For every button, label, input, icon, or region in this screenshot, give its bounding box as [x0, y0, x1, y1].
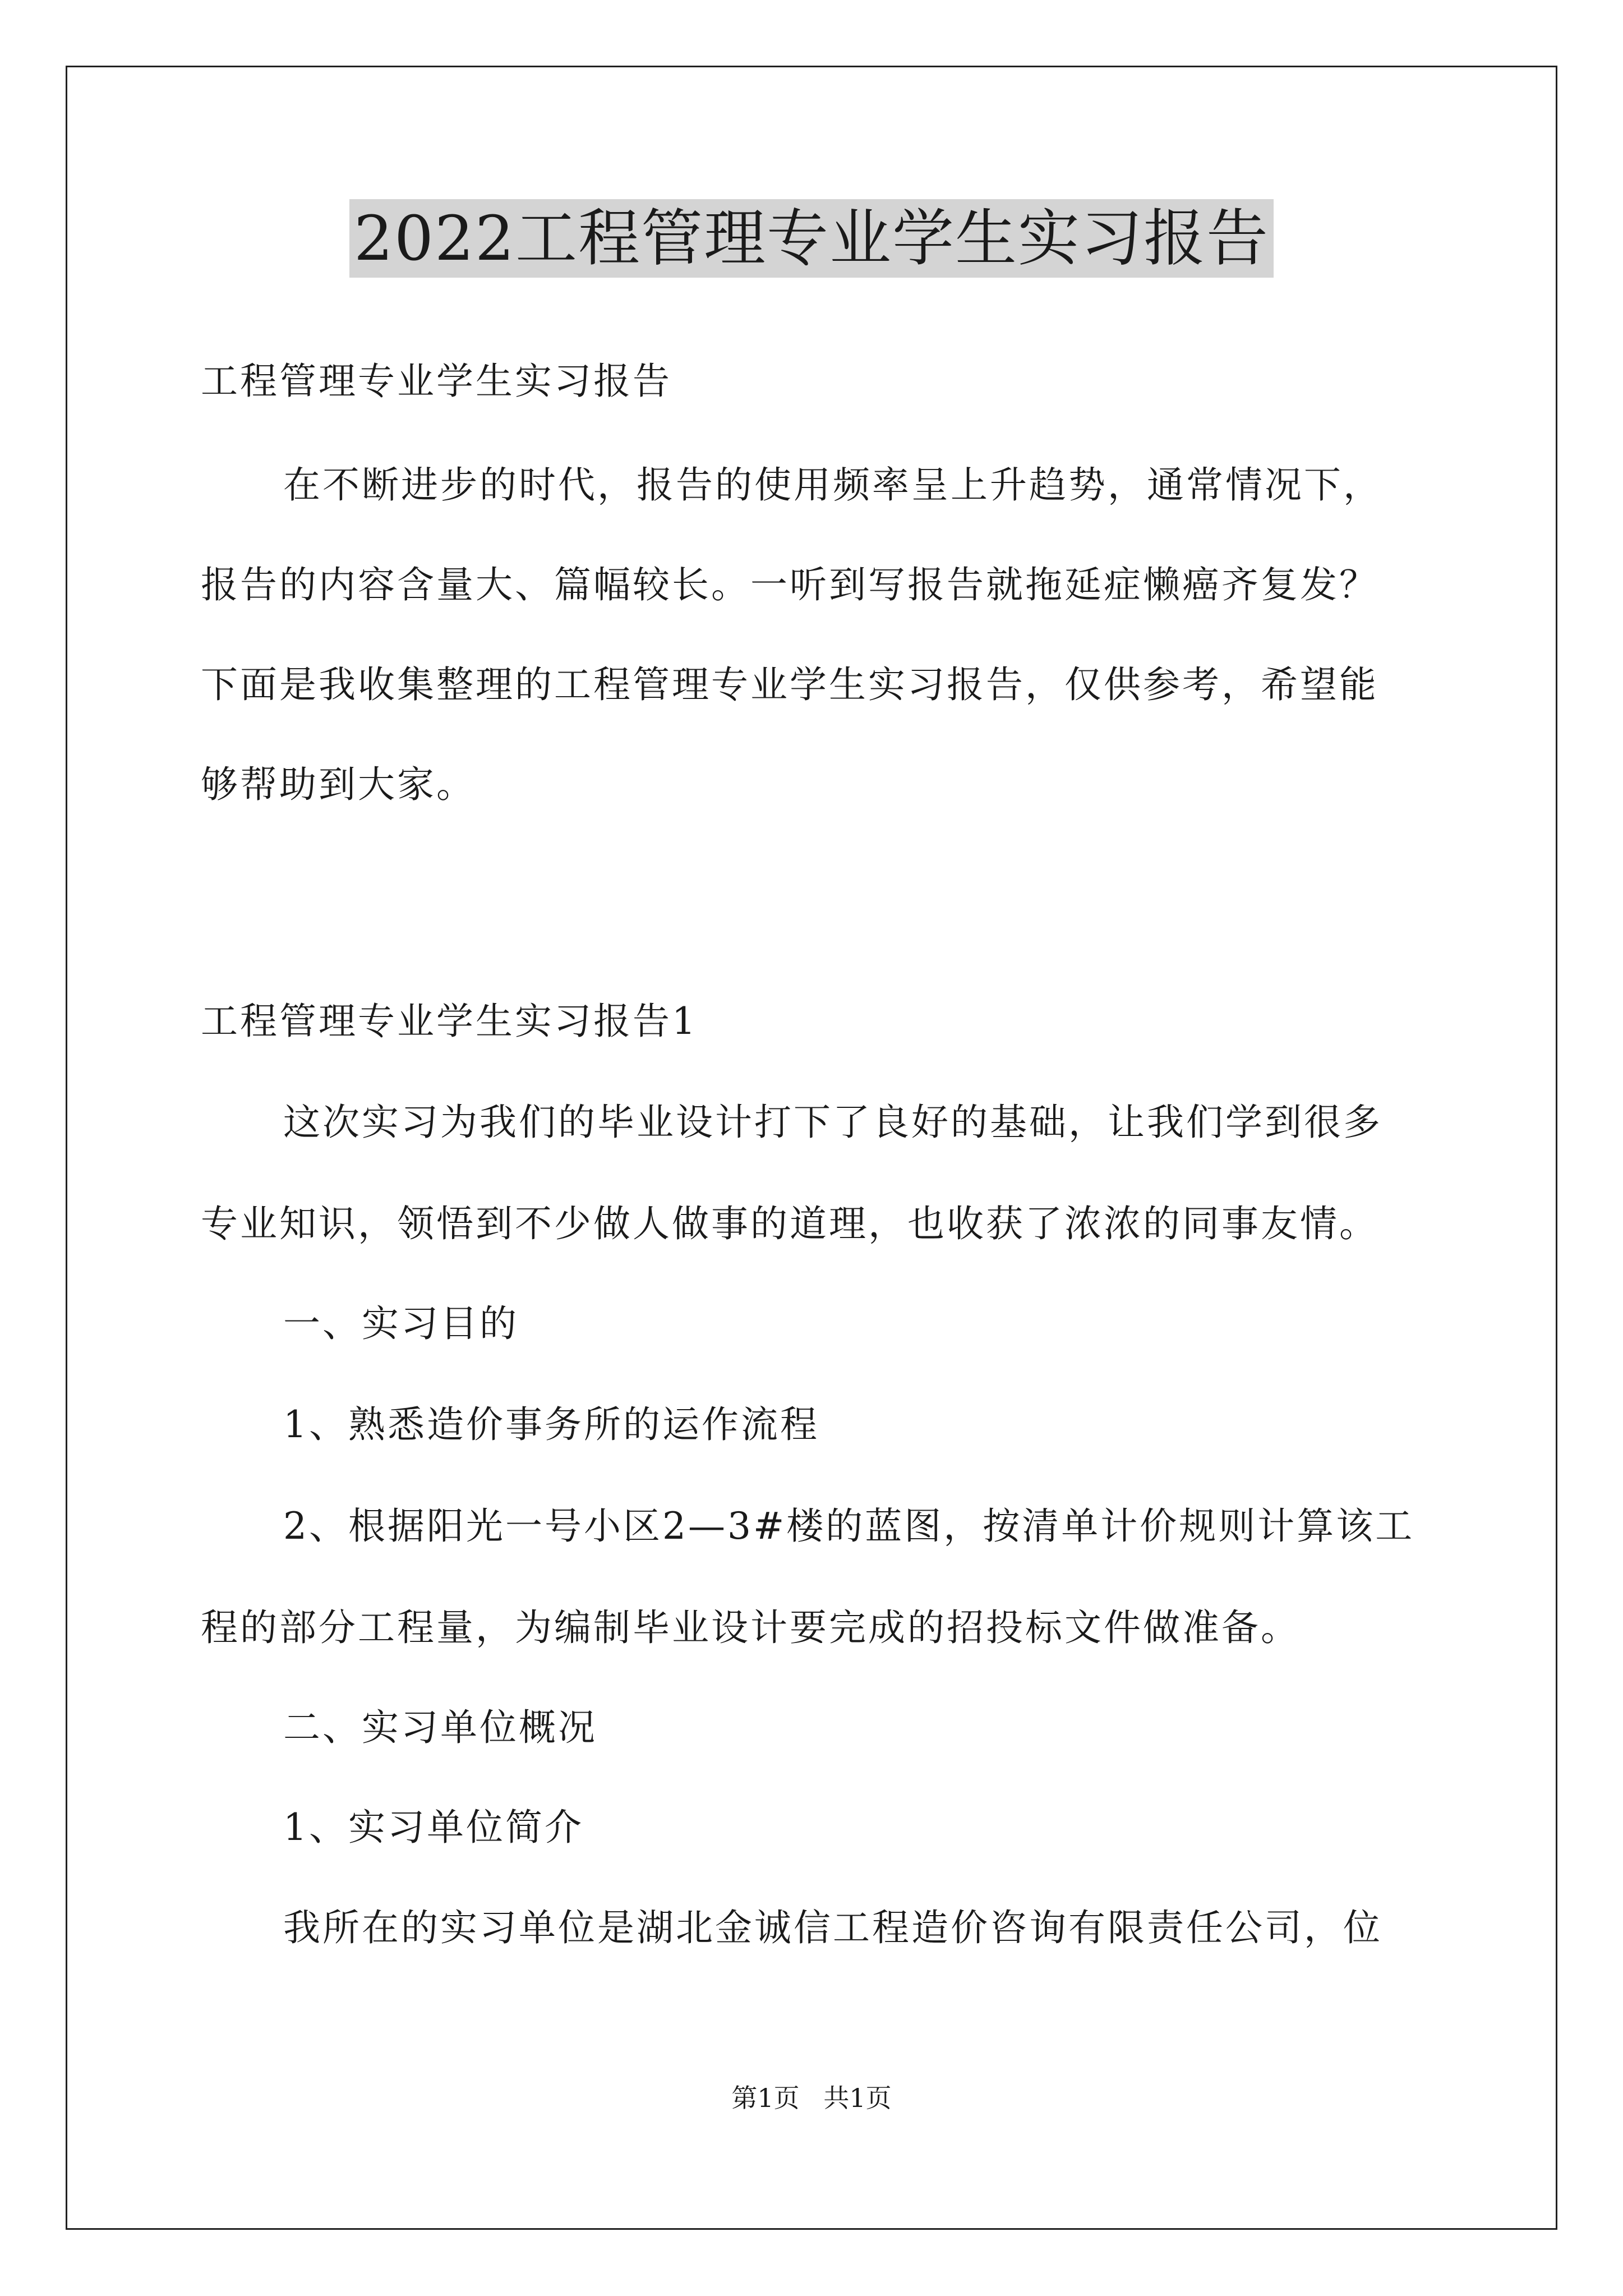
section-heading: 工程管理专业学生实习报告1: [201, 1000, 698, 1043]
list-item: 2、根据阳光一号小区2—3#楼的蓝图，按清单计价规则计算该工: [283, 1504, 1415, 1548]
paragraph-line: 在不断进步的时代，报告的使用频率呈上升趋势，通常情况下，: [283, 463, 1382, 507]
list-heading: 二、实习单位概况: [283, 1706, 597, 1749]
page-total: 共1页: [823, 2083, 892, 2113]
paragraph-line: 这次实习为我们的毕业设计打下了良好的基础，让我们学到很多: [283, 1101, 1382, 1144]
paragraph-line: 我所在的实习单位是湖北金诚信工程造价咨询有限责任公司，位: [283, 1906, 1382, 1949]
page-footer: [0, 2081, 1623, 2115]
paragraph-line: 程的部分工程量，为编制毕业设计要完成的招投标文件做准备。: [201, 1606, 1300, 1649]
title-container: [0, 199, 1623, 278]
list-item: 1、熟悉造价事务所的运作流程: [283, 1403, 819, 1446]
subtitle: 工程管理专业学生实习报告: [201, 360, 672, 403]
list-heading: 一、实习目的: [283, 1302, 519, 1345]
list-item: 1、实习单位简介: [283, 1806, 584, 1849]
paragraph-line: 够帮助到大家。: [201, 763, 476, 806]
paragraph-line: 专业知识，领悟到不少做人做事的道理，也收获了浓浓的同事友情。: [201, 1202, 1378, 1245]
paragraph-line: 下面是我收集整理的工程管理专业学生实习报告，仅供参考，希望能: [201, 663, 1378, 706]
paragraph-line: 报告的内容含量大、篇幅较长。一听到写报告就拖延症懒癌齐复发？: [201, 563, 1378, 606]
page-number: 第1页: [731, 2083, 800, 2113]
document-title: 2022工程管理专业学生实习报告: [349, 199, 1274, 278]
